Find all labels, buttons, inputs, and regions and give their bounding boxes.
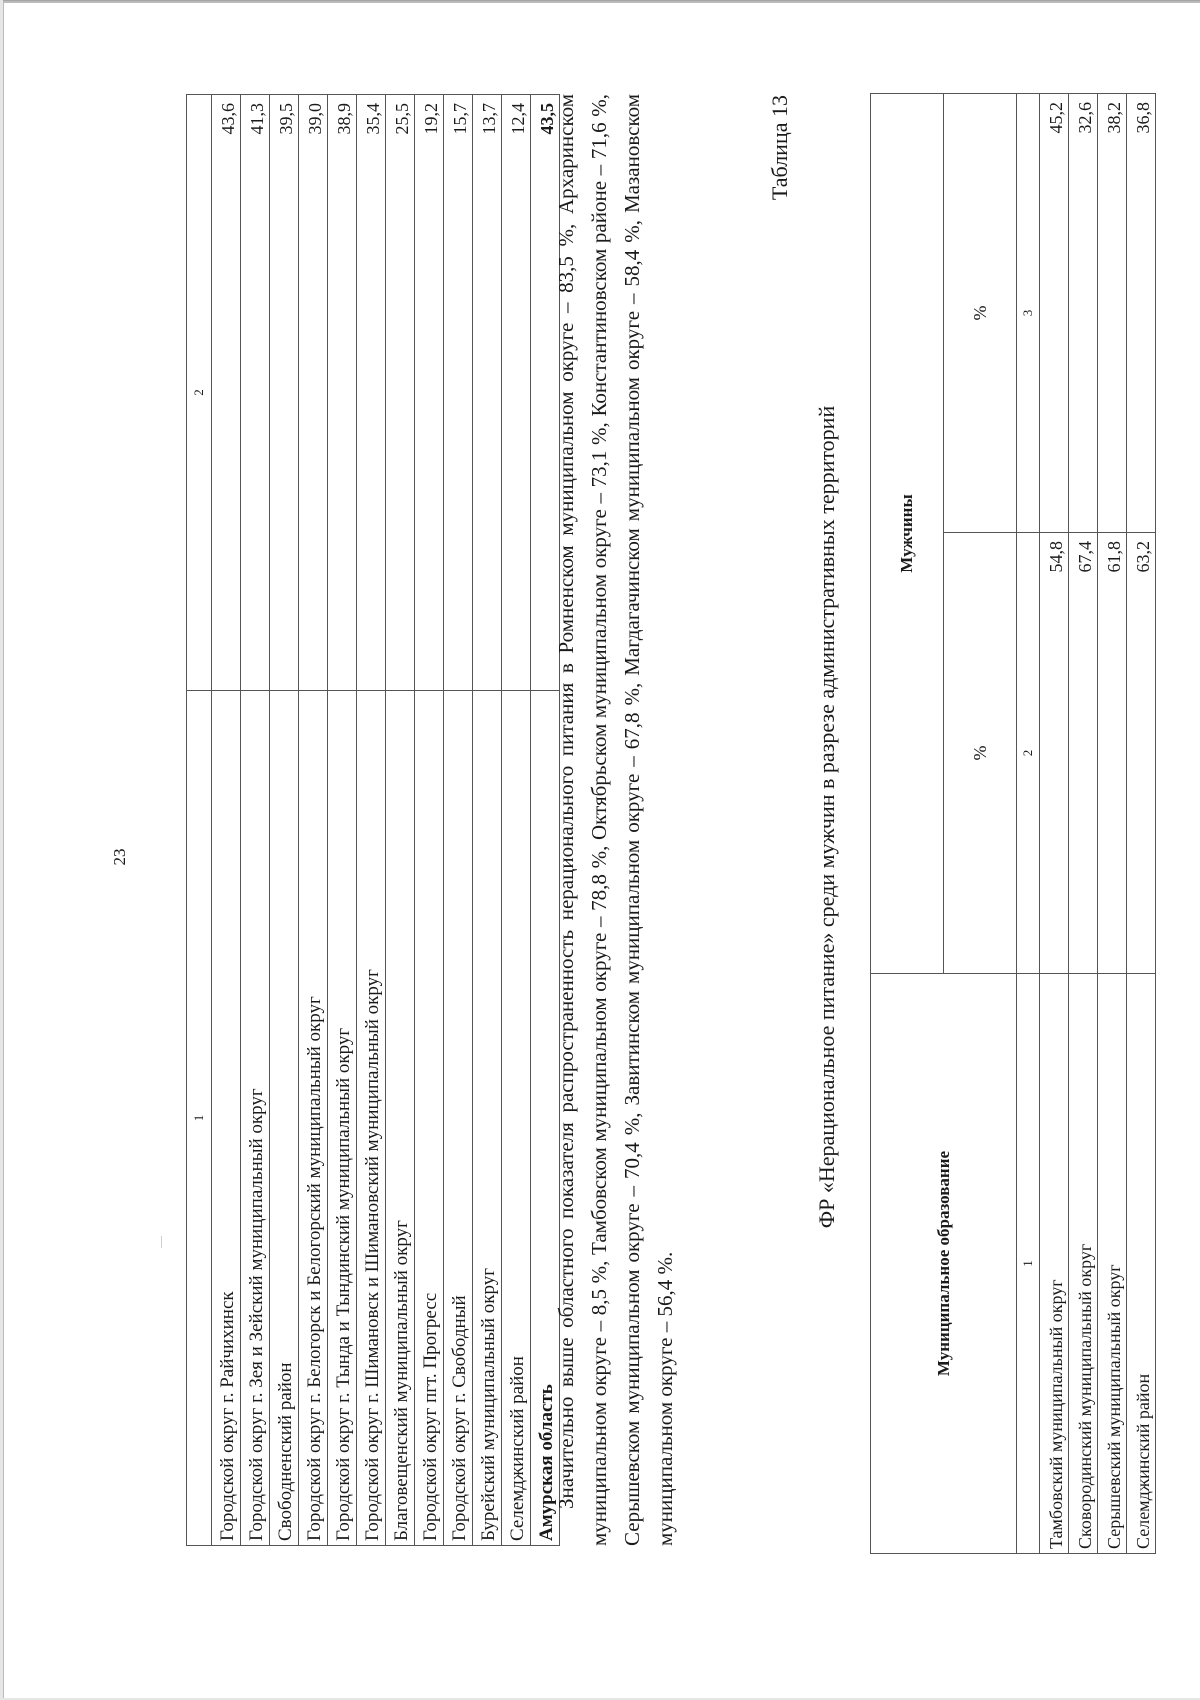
value-cell: 39,0 bbox=[299, 95, 328, 691]
table-row bbox=[212, 95, 241, 1546]
table-row bbox=[1069, 93, 1098, 1553]
municipality-name: Серышевский муниципальный округ bbox=[1098, 974, 1127, 1554]
column-header-percent: % bbox=[944, 93, 1017, 532]
page-number: 23 bbox=[110, 848, 129, 866]
body-paragraph: Значительно выше областного показателя распространенность нерационального питания в Ромненском муниципальном округе – 83,5 %, Архаринском муниципальном округе – 8,5 %, Тамбовском муниципальном округе – 78,8 %, Октябрьском муниципальном округе – 73,1 %, Константиновском районе – 71,6 %, Серышевском муниципальном округе – 70,4 %, Завитинском муниципальном округе – 67,8 %, Магдагачинском муниципальном округе – 58,4 %, Мазановском муниципальном округе – 56,4 %. bbox=[554, 94, 677, 1546]
municipality-name: Свободненский район bbox=[270, 691, 299, 1546]
value-cell: 15,7 bbox=[444, 95, 473, 691]
value-cell: 43,6 bbox=[212, 95, 241, 691]
column-number-row bbox=[1017, 93, 1040, 1553]
rotated-content bbox=[4, 3, 1200, 1700]
table-row bbox=[270, 95, 299, 1546]
municipality-name: Селемджинский район bbox=[1127, 974, 1156, 1554]
value-cell: 67,4 bbox=[1069, 533, 1098, 974]
value-cell: 32,6 bbox=[1069, 93, 1098, 532]
municipality-name: Городской округ г. Зея и Зейский муниципальный округ bbox=[241, 691, 270, 1546]
value-cell: 13,7 bbox=[473, 95, 502, 691]
table-row bbox=[357, 95, 386, 1546]
value-cell: 38,9 bbox=[328, 95, 357, 691]
column-number: 2 bbox=[1017, 533, 1040, 974]
value-cell: 39,5 bbox=[270, 95, 299, 691]
value-cell: 54,8 bbox=[1040, 533, 1069, 974]
value-cell: 36,8 bbox=[1127, 93, 1156, 532]
table-row bbox=[502, 95, 531, 1546]
table-row bbox=[299, 95, 328, 1546]
value-cell: 63,2 bbox=[1127, 533, 1156, 974]
municipality-name: Бурейский муниципальный округ bbox=[473, 691, 502, 1546]
municipality-name: Городской округ г. Шимановск и Шимановский муниципальный округ bbox=[357, 691, 386, 1546]
table-row bbox=[444, 95, 473, 1546]
value-cell: 12,4 bbox=[502, 95, 531, 691]
municipality-name: Городской округ г. Свободный bbox=[444, 691, 473, 1546]
table-title: ФР «Нерациональное питание» среди мужчин в разрезе административных территорий bbox=[814, 405, 839, 1229]
municipality-name: Сковородинский муниципальный округ bbox=[1069, 974, 1098, 1554]
column-number: 2 bbox=[187, 95, 212, 691]
column-number: 1 bbox=[1017, 974, 1040, 1554]
municipality-name: Городской округ г. Белогорск и Белогорский муниципальный округ bbox=[299, 691, 328, 1546]
table-row bbox=[328, 95, 357, 1546]
table-row bbox=[241, 95, 270, 1546]
table-row bbox=[1127, 93, 1156, 1553]
value-cell: 25,5 bbox=[386, 95, 415, 691]
value-cell: 19,2 bbox=[415, 95, 444, 691]
value-cell: 45,2 bbox=[1040, 93, 1069, 532]
document-page bbox=[3, 2, 1200, 1698]
table-row bbox=[473, 95, 502, 1546]
municipality-name: Благовещенский муниципальный округ bbox=[386, 691, 415, 1546]
value-cell: 35,4 bbox=[357, 95, 386, 691]
column-header-men: Мужчины bbox=[871, 93, 944, 973]
column-header-percent: % bbox=[944, 533, 1017, 974]
column-number: 3 bbox=[1017, 93, 1040, 532]
total-label: Амурская область bbox=[531, 691, 560, 1546]
total-value: 43,5 bbox=[531, 95, 560, 691]
table-row bbox=[415, 95, 444, 1546]
municipality-name: Городской округ г. Райчихинск bbox=[212, 691, 241, 1546]
table-row bbox=[386, 95, 415, 1546]
table-row bbox=[1098, 93, 1127, 1553]
municipality-name: Тамбовский муниципальный округ bbox=[1040, 974, 1069, 1554]
table-label: Таблица 13 bbox=[767, 95, 792, 201]
column-number: 1 bbox=[187, 691, 212, 1546]
value-cell: 38,2 bbox=[1098, 93, 1127, 532]
value-cell: 61,8 bbox=[1098, 533, 1127, 974]
value-cell: 41,3 bbox=[241, 95, 270, 691]
column-header-municipality: Муниципальное образование bbox=[871, 974, 1017, 1554]
municipality-name: Селемджинский район bbox=[502, 691, 531, 1546]
municipality-name: Городской округ пгт. Прогресс bbox=[415, 691, 444, 1546]
table-row bbox=[1040, 93, 1069, 1553]
table-12 bbox=[186, 94, 560, 1546]
municipality-name: Городской округ г. Тында и Тындинский муниципальный округ bbox=[328, 691, 357, 1546]
table-header-row bbox=[187, 95, 212, 1546]
table-13 bbox=[870, 93, 1156, 1554]
